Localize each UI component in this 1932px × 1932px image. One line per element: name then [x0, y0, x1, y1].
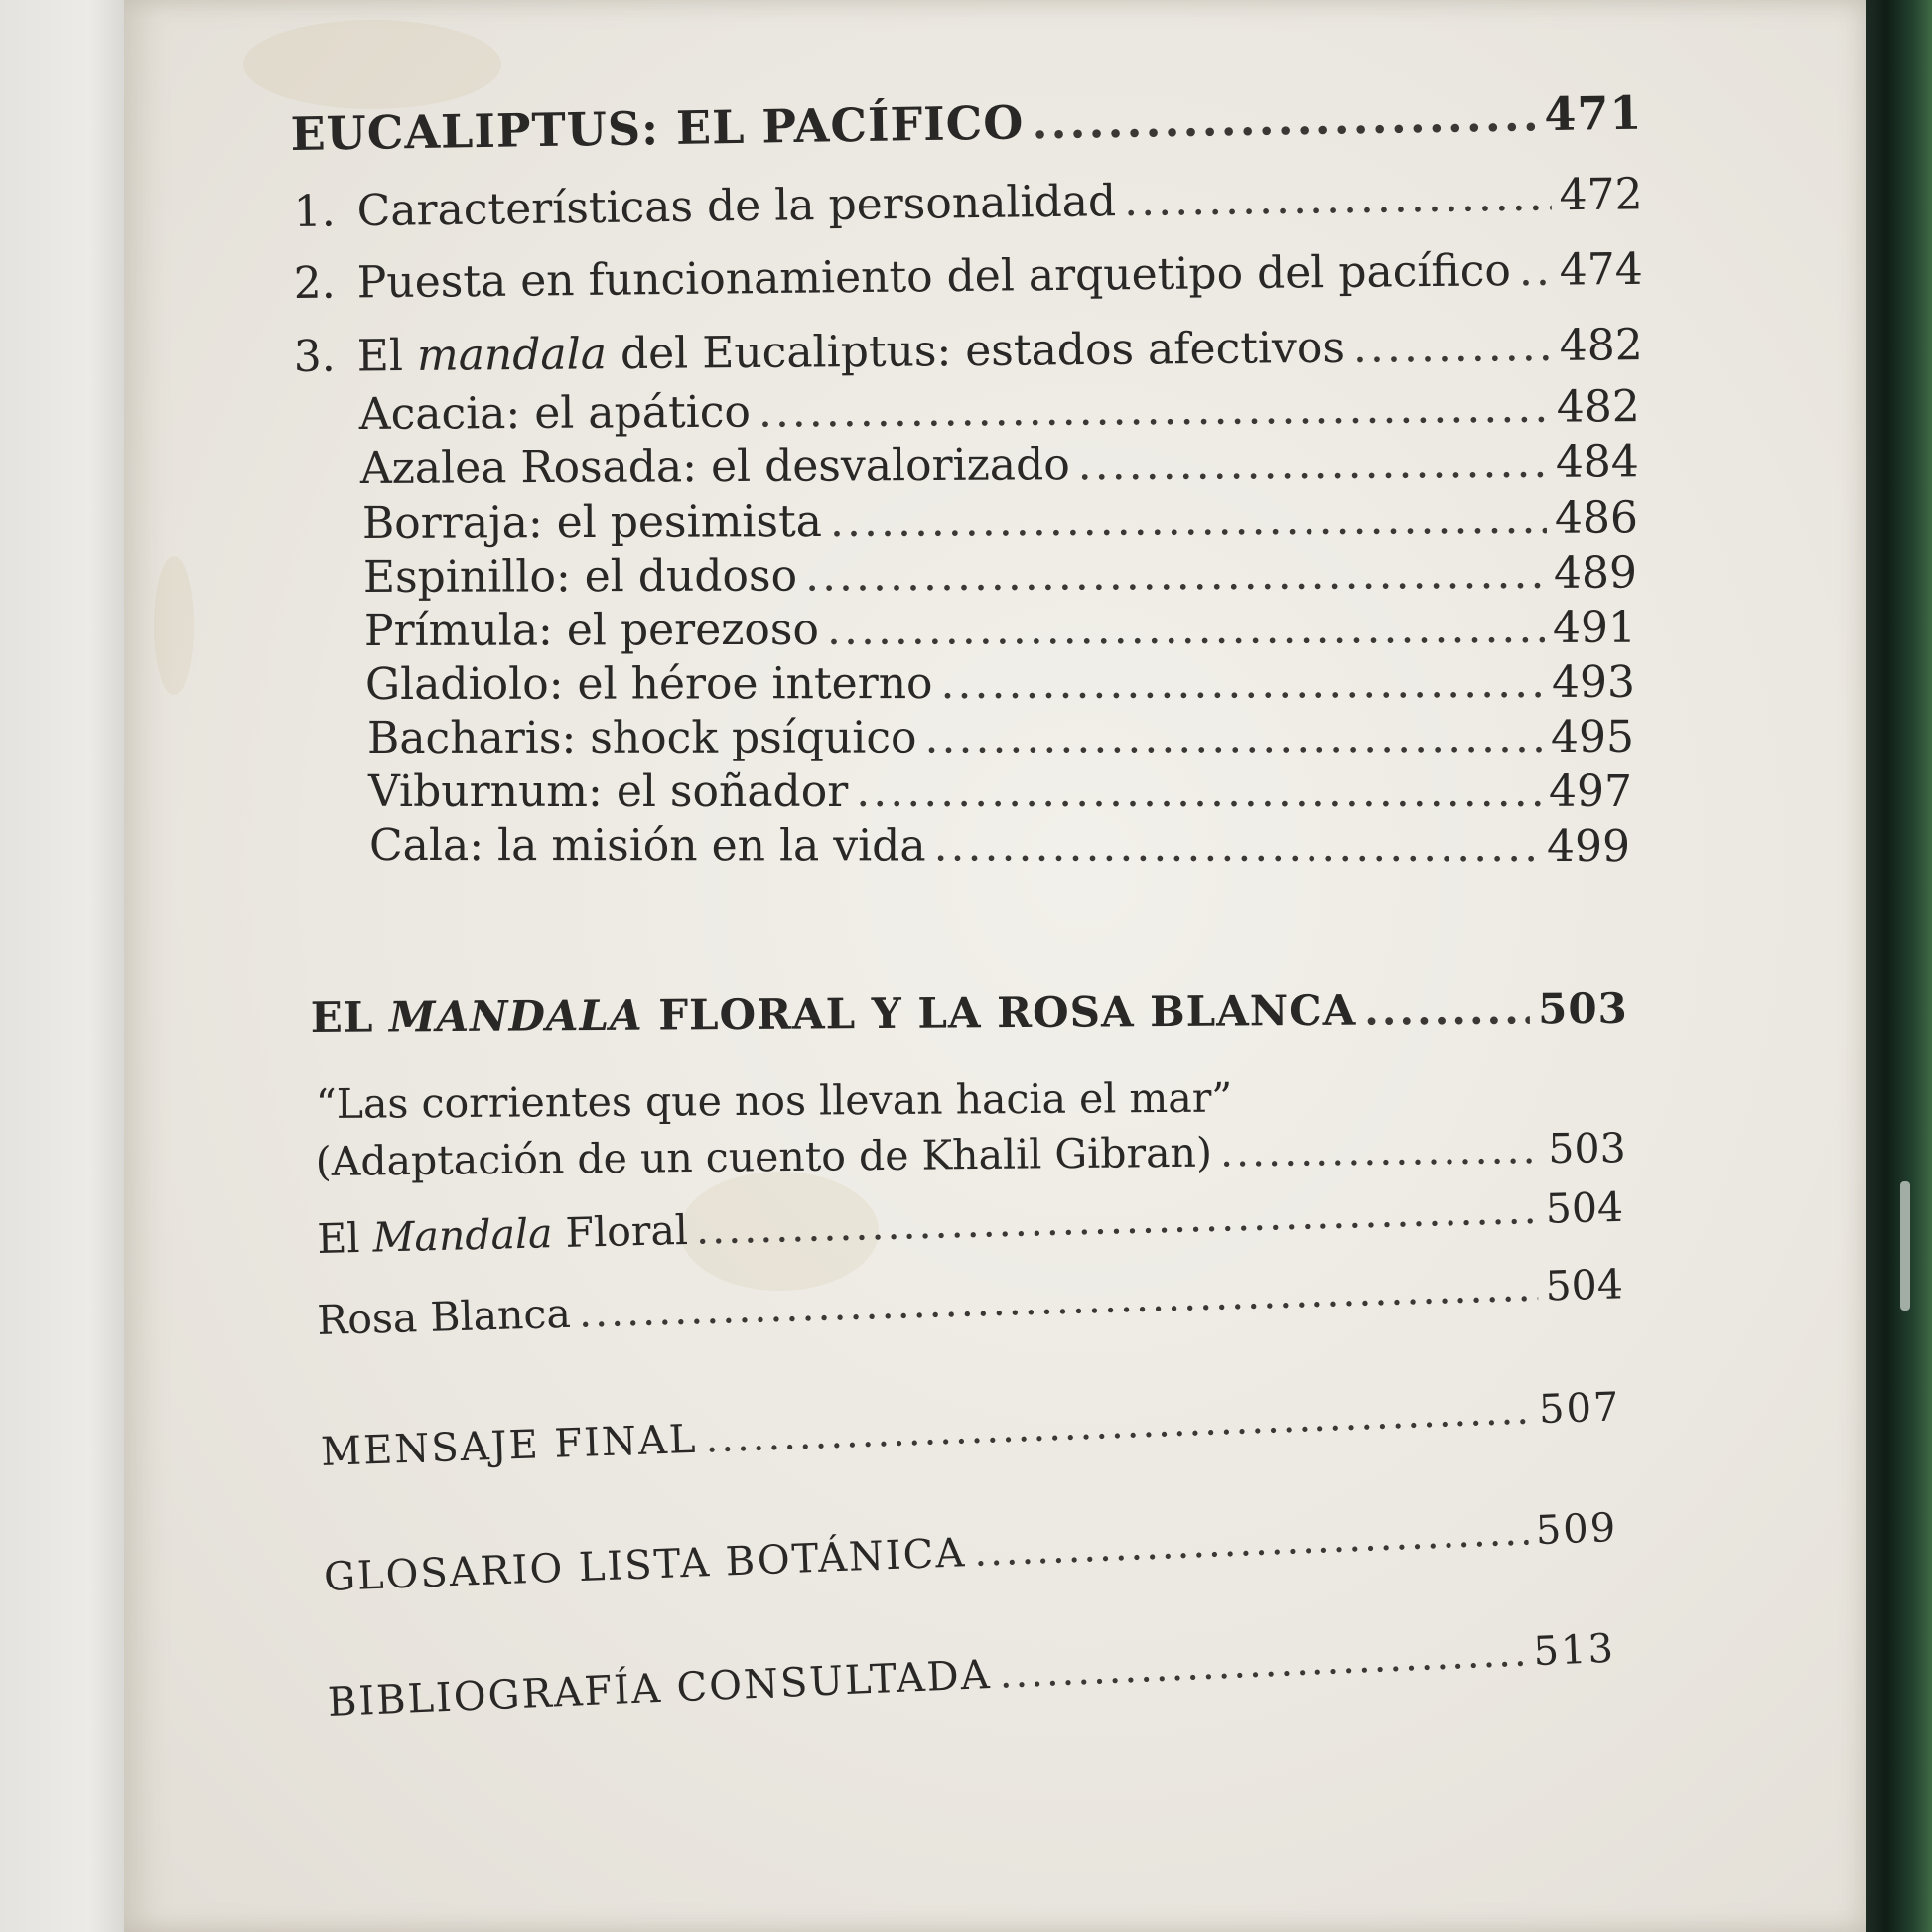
- dot-leader: [805, 548, 1546, 602]
- subitem-title: Cala: la misión en la vida: [369, 820, 926, 872]
- dot-leader: [856, 766, 1541, 817]
- item-title: Características de la personalidad: [356, 176, 1117, 237]
- heading-title-post: FLORAL Y LA ROSA BLANCA: [658, 985, 1357, 1039]
- subitem-title: Prímula: el perezoso: [363, 604, 820, 656]
- dot-leader: [578, 1263, 1538, 1337]
- subitem-title: Acacia: el apático: [358, 386, 752, 440]
- page-number: 513: [1532, 1625, 1616, 1676]
- subitem-title: Gladiolo: el héroe interno: [364, 658, 933, 710]
- subitem-title: Borraja: el pesimista: [361, 495, 823, 549]
- toc-subitem: [362, 492, 1638, 549]
- page-number: 486: [1554, 492, 1638, 544]
- page-number: 503: [1537, 983, 1628, 1034]
- toc-item: [294, 320, 1643, 382]
- dot-leader: [705, 1387, 1532, 1461]
- subitem-title: Espinillo: el dudoso: [362, 550, 798, 603]
- item-title-pre: El: [316, 1213, 361, 1263]
- dot-leader: [695, 1185, 1538, 1254]
- page-number: 503: [1548, 1124, 1626, 1173]
- toc-subitem: [363, 548, 1637, 603]
- page-number: 504: [1544, 1260, 1624, 1311]
- dot-leader: [1364, 984, 1530, 1034]
- page-number: 495: [1550, 711, 1634, 762]
- dot-leader: [1220, 1125, 1541, 1175]
- heading-title-pre: EL: [310, 992, 374, 1041]
- page-number: 484: [1555, 436, 1639, 487]
- page-number: 499: [1547, 821, 1631, 873]
- dot-leader: [940, 657, 1544, 709]
- item-title-italic: Mandala: [371, 1209, 554, 1262]
- toc-section: [323, 1505, 1618, 1600]
- section-title: BIBLIOGRAFÍA CONSULTADA: [327, 1652, 993, 1725]
- page-number: 504: [1545, 1182, 1624, 1233]
- dot-leader: [830, 493, 1547, 547]
- subitem-title: Viburnum: el soñador: [368, 766, 849, 817]
- toc-subitem: [367, 712, 1634, 763]
- page-number: 489: [1553, 547, 1637, 599]
- toc-subitem: [359, 381, 1640, 440]
- page-number: 474: [1559, 243, 1643, 296]
- heading-title-italic: MANDALA: [388, 990, 643, 1041]
- toc-item: [317, 1260, 1624, 1344]
- toc-heading-eucaliptus: [290, 86, 1643, 161]
- dot-leader: [1032, 87, 1537, 149]
- toc-item: [317, 1183, 1624, 1263]
- toc-item: [315, 1124, 1625, 1185]
- item-title: Puesta en funcionamiento del arquetipo del pacífico: [356, 245, 1512, 309]
- page-number: 482: [1556, 381, 1640, 433]
- toc-heading-mandala: [311, 984, 1628, 1041]
- toc-subitem: [368, 766, 1632, 817]
- toc-subitem: [365, 657, 1635, 710]
- item-title-post: Floral: [564, 1205, 689, 1257]
- subitem-title: Azalea Rosada: el desvalorizado: [359, 439, 1070, 493]
- item-title-italic: mandala: [416, 329, 608, 381]
- toc-subitem: [360, 436, 1639, 493]
- toc-item: [293, 169, 1643, 237]
- page-number: 509: [1534, 1504, 1619, 1555]
- toc-section: [327, 1626, 1616, 1725]
- page-number: 493: [1551, 656, 1635, 708]
- page-number: 482: [1559, 320, 1643, 371]
- page-number: 507: [1538, 1384, 1622, 1434]
- dot-leader: [1124, 170, 1552, 226]
- item-number: 2.: [293, 257, 336, 309]
- toc-item-line1: “Las corrientes que nos llevan hacia el mar”: [315, 1073, 1233, 1128]
- dot-leader: [934, 820, 1539, 872]
- item-title-line2: (Adaptación de un cuento de Khalil Gibran): [315, 1128, 1213, 1185]
- dot-leader: [998, 1629, 1526, 1697]
- dot-leader: [924, 712, 1543, 763]
- page-number: 497: [1549, 766, 1632, 817]
- dot-leader: [1078, 437, 1548, 489]
- dot-leader: [827, 603, 1545, 655]
- page-number: 471: [1543, 85, 1643, 142]
- section-title: GLOSARIO LISTA BOTÁNICA: [323, 1530, 968, 1600]
- toc-subitem: [364, 603, 1636, 656]
- section-title: MENSAJE FINAL: [320, 1416, 699, 1475]
- heading-title: EUCALIPTUS: EL PACÍFICO: [290, 95, 1025, 161]
- dot-leader: [1353, 321, 1552, 373]
- toc-section: [320, 1384, 1621, 1475]
- toc-subitem: [369, 820, 1630, 872]
- page-number: 491: [1552, 602, 1636, 653]
- dot-leader: [973, 1508, 1529, 1575]
- item-number: 3.: [293, 331, 336, 382]
- page-number: 472: [1559, 169, 1643, 221]
- item-title: Rosa Blanca: [316, 1289, 572, 1344]
- dot-leader: [1519, 245, 1552, 296]
- item-title-pre: El: [356, 331, 404, 382]
- item-title-post: del Eucaliptus: estados afectivos: [620, 322, 1346, 380]
- item-number: 1.: [293, 186, 336, 237]
- toc-item: [293, 244, 1642, 309]
- dot-leader: [759, 382, 1549, 438]
- subitem-title: Bacharis: shock psíquico: [366, 712, 917, 763]
